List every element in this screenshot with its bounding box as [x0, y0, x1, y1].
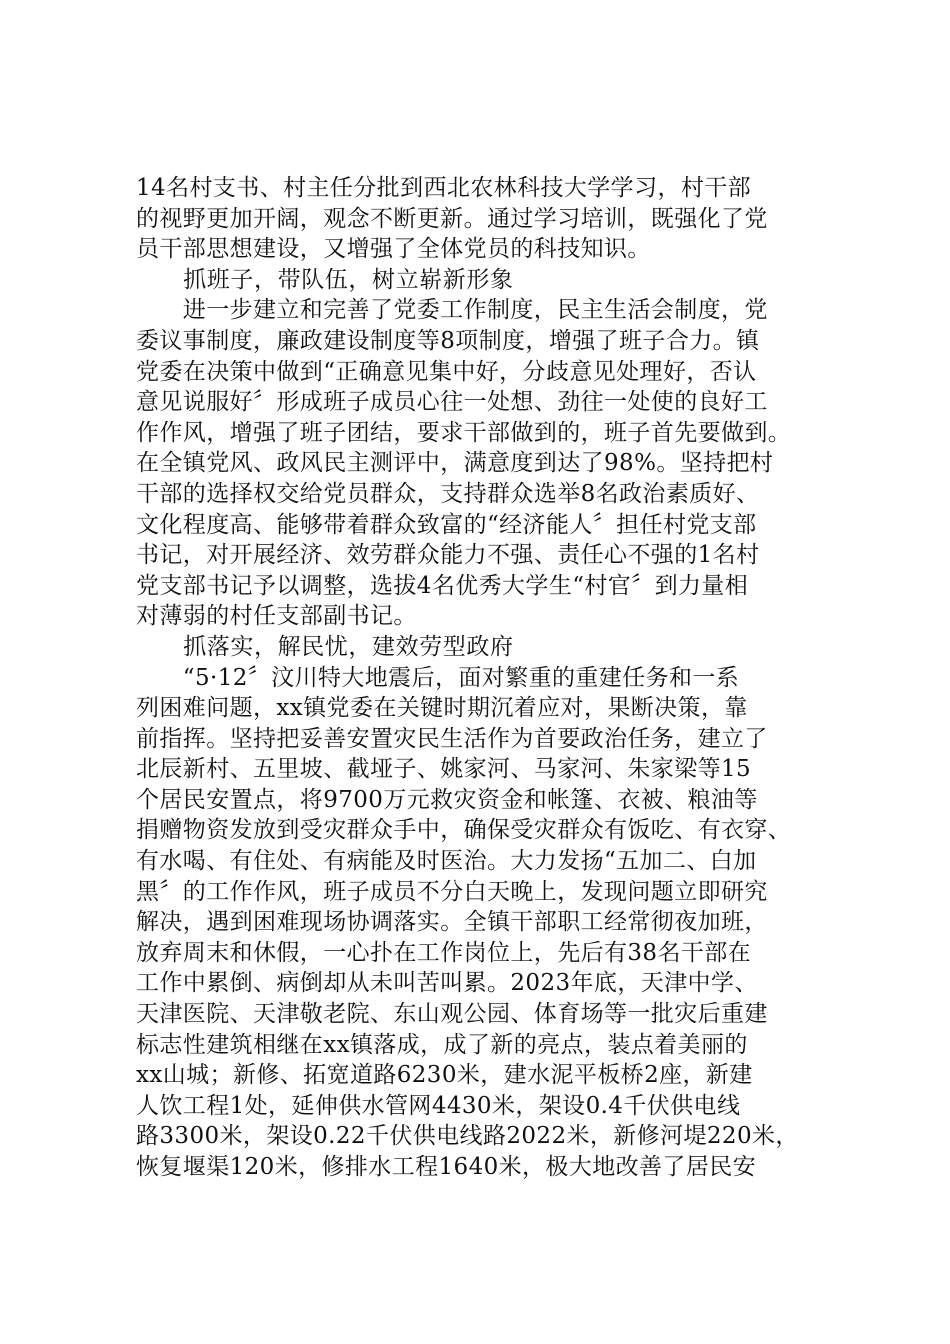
text-line: 个居民安置点，将9700万元救灾资金和帐篷、衣被、粮油等 — [136, 786, 758, 813]
text-line: 标志性建筑相继在xx镇落成，成了新的亮点，装点着美丽的 — [136, 1031, 748, 1058]
text-line: 书记，对开展经济、效劳群众能力不强、责任心不强的1名村 — [136, 542, 760, 569]
text-line: 文化程度高、能够带着群众致富的“经济能人〞担任村党支部 — [136, 511, 757, 538]
text-line: 放弃周末和休假，一心扑在工作岗位上，先后有38名干部在 — [136, 939, 752, 966]
text-line: 解决，遇到困难现场协调落实。全镇干部职工经常彻夜加班， — [136, 909, 768, 936]
text-line: 14名村支书、村主任分批到西北农林科技大学学习，村干部 — [136, 175, 752, 201]
text-line: 意见说服好〞形成班子成员心往一处想、劲往一处使的良好工 — [136, 389, 768, 416]
text-line: 捐赠物资发放到受灾群众手中，确保受灾群众有饭吃、有衣穿、 — [136, 817, 792, 844]
text-line: 作作风，增强了班子团结，要求干部做到的，班子首先要做到。 — [136, 419, 792, 446]
text-line: 黑〞的工作作风，班子成员不分白天晚上，发现问题立即研究 — [136, 878, 768, 905]
text-line: 有水喝、有住处、有病能及时医治。大力发扬“五加二、白加 — [136, 848, 757, 875]
text-line: 的视野更加开阔，观念不断更新。通过学习培训，既强化了党 — [136, 205, 768, 232]
text-line: xx山城；新修、拓宽道路6230米，建水泥平板桥2座，新建 — [136, 1062, 753, 1089]
text-line: 员干部思想建设，又增强了全体党员的科技知识。 — [136, 236, 651, 263]
body-text — [136, 173, 836, 1183]
text-line: 人饮工程1处，延伸供水管网4430米，架设0.4千伏供电线 — [136, 1092, 741, 1119]
text-line: 进一步建立和完善了党委工作制度，民主生活会制度，党 — [136, 297, 768, 324]
text-line: 干部的选择权交给党员群众，支持群众选举8名政治素质好、 — [136, 480, 760, 507]
text-line: 党委在决策中做到“正确意见集中好，分歧意见处理好，否认 — [136, 358, 757, 385]
section-heading: 抓班子，带队伍，树立崭新形象 — [136, 266, 514, 293]
text-line: 对薄弱的村任支部副书记。 — [136, 603, 417, 630]
text-line: 委议事制度，廉政建设制度等8项制度，增强了班子合力。镇 — [136, 327, 760, 354]
text-line: 路3300米，架设0.22千伏供电线路2022米，新修河堤220米， — [136, 1123, 799, 1150]
text-line: 北辰新村、五里坡、截垭子、姚家河、马家河、朱家梁等15 — [136, 756, 752, 783]
text-line: 列困难问题，xx镇党委在关键时期沉着应对，果断决策，靠 — [136, 695, 748, 722]
text-line: 天津医院、天津敬老院、东山观公园、体育场等一批灾后重建 — [136, 1001, 768, 1028]
text-line: 前指挥。坚持把妥善安置灾民生活作为首要政治任务，建立了 — [136, 725, 768, 752]
section-heading: 抓落实，解民忧，建效劳型政府 — [136, 633, 514, 660]
text-line: 恢复堰渠120米，修排水工程1640米，极大地改善了居民安 — [136, 1154, 757, 1180]
text-line: 在全镇党风、政风民主测评中，满意度到达了98%。坚持把村 — [136, 450, 774, 477]
text-line: 工作中累倒、病倒却从未叫苦叫累。2023年底，天津中学、 — [136, 970, 758, 997]
text-line: “5·12〞汶川特大地震后，面对繁重的重建任务和一系 — [136, 664, 740, 691]
text-line: 党支部书记予以调整，选拔4名优秀大学生“村官〞到力量相 — [136, 572, 749, 599]
